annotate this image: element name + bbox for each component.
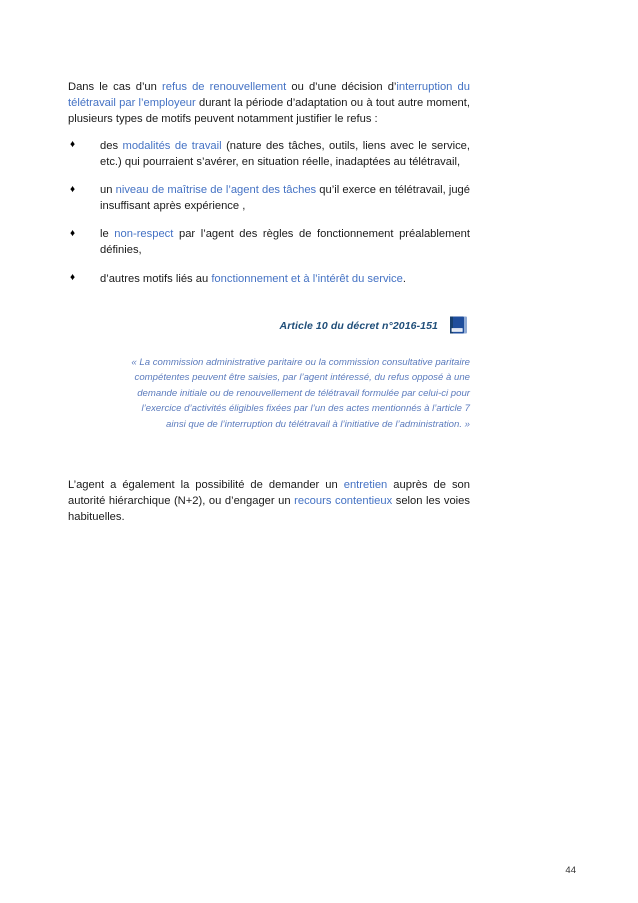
list-item — [68, 183, 470, 215]
intro-paragraph — [68, 80, 470, 128]
page-content — [68, 80, 470, 526]
bullet-2-part1: un — [100, 184, 116, 197]
diamond-bullet-icon: ♦ — [70, 139, 76, 151]
decree-quotation: « La commission administrative paritaire ou la commission consultative paritaire compétentes peuvent être saisies, par l’agent intéressé, du refus opposé à une demande initiale ou de renouvellement de télétravail formulée par celui-ci pour l’exercice d’activités éligibles fixées par l’un des actes mentionnés à l’article 7 ainsi que de l’interruption du télétravail à l’initiative de l’administration. » — [131, 356, 470, 430]
bullet-4-part2: . — [402, 272, 406, 285]
bullet-3-part2: par l’agent des règles de fonctionnement préalablement définies, — [100, 228, 470, 257]
bullet-1-highlight: modalités de travail — [122, 139, 222, 152]
closing-text-part1: L’agent a également la possibilité de demander un — [68, 479, 344, 492]
page-number: 44 — [565, 865, 576, 876]
bullet-4-part1: d’autres motifs liés au — [100, 272, 212, 285]
closing-text-part3: selon les voies habituelles. — [68, 495, 470, 524]
motifs-bullet-list — [68, 139, 470, 288]
article-reference-label: Article 10 du décret n°2016-151 — [279, 319, 438, 332]
closing-text-part2: auprès de son autorité hiérarchique (N+2), ou d’engager un — [68, 479, 471, 508]
bullet-3-highlight: non-respect — [114, 228, 174, 241]
intro-highlight-interruption-teletravail: interruption du télétravail par l’employeur — [68, 81, 470, 109]
bullet-2-part2: qu’il exerce en télétravail, jugé insuffisant après expérience , — [100, 184, 470, 212]
diamond-bullet-icon: ♦ — [70, 272, 76, 284]
bullet-3-part1: le — [100, 228, 115, 241]
intro-highlight-refus-renouvellement: refus de renouvellement — [162, 81, 287, 93]
bullet-4-highlight: fonctionnement et à l’intérêt du service — [211, 272, 403, 285]
closing-paragraph — [68, 478, 470, 526]
intro-text-part3: durant la période d’adaptation ou à tout autre moment, plusieurs types de motifs peuvent notamment justifier le refus : — [68, 96, 470, 125]
bullet-1-part2: (nature des tâches, outils, liens avec le service, etc.) qui pourraient s’avérer, en situation réelle, inadaptées au télétravail, — [100, 139, 470, 168]
bullet-2-highlight: niveau de maîtrise de l’agent des tâches — [115, 184, 317, 197]
list-item — [68, 272, 470, 288]
bullet-1-part1: des — [100, 139, 123, 152]
intro-text-part2: ou d’une décision d’ — [286, 81, 397, 93]
intro-text-part1: Dans le cas d’un — [68, 81, 163, 93]
diamond-bullet-icon: ♦ — [70, 227, 76, 239]
diamond-bullet-icon: ♦ — [70, 183, 76, 195]
closing-highlight-recours-contentieux: recours contentieux — [294, 495, 393, 508]
article-reference — [68, 315, 470, 337]
list-item — [68, 139, 470, 171]
closing-highlight-entretien: entretien — [343, 479, 388, 492]
list-item — [68, 227, 470, 259]
book-icon — [448, 315, 470, 337]
